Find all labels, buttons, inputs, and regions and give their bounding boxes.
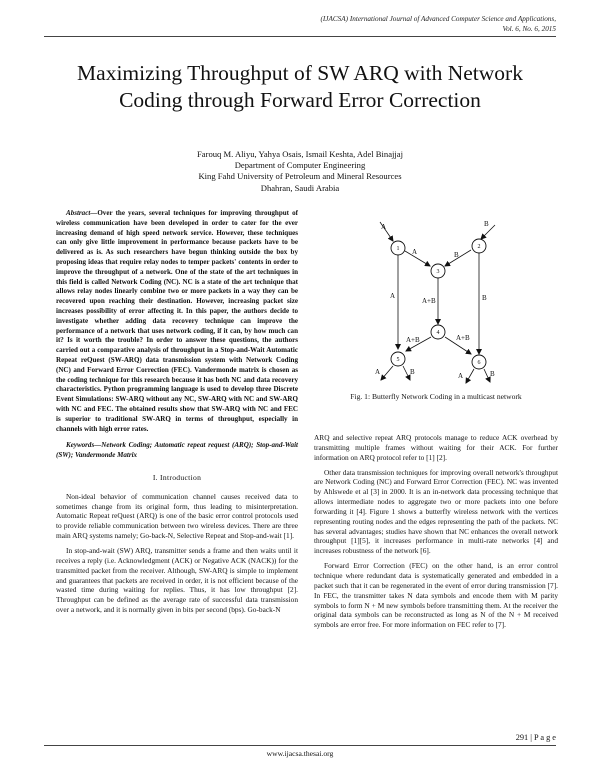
- journal-url: www.ijacsa.thesai.org: [266, 749, 334, 758]
- edge-label: A: [390, 292, 396, 300]
- edge-label: A: [458, 372, 464, 380]
- edge-5-out-a: [381, 366, 393, 380]
- header-rule: [44, 36, 556, 37]
- edge-label: A+B: [406, 336, 420, 344]
- figure-caption: Fig. 1: Butterfly Network Coding in a multicast network: [350, 392, 522, 401]
- edge-6-out-a: [466, 369, 474, 383]
- section-heading-introduction: I. Introduction: [152, 472, 202, 482]
- svg-text:4: 4: [436, 330, 440, 337]
- paper-title: [40, 60, 560, 114]
- edge-1-3: [405, 251, 430, 266]
- right-paragraph-1: ARQ and selective repeat ARQ protocols manage to reduce ACK overhead by transmitting multiple frames without waiting for their ACK. For further information on ARQ protocol refer to [1] [2].: [314, 433, 558, 462]
- left-column: [56, 209, 298, 620]
- title-line1: Maximizing Throughput of SW ARQ with Network: [77, 61, 523, 85]
- node-3: [431, 264, 445, 278]
- author-block: [40, 149, 560, 194]
- abstract-lead: Abstract: [66, 209, 91, 217]
- author-city: Dhahran, Saudi Arabia: [260, 182, 340, 193]
- journal-header-line2: Vol. 6, No. 6, 2015: [502, 25, 556, 33]
- edge-label: A: [412, 248, 418, 256]
- intro-paragraph-2: In stop-and-wait (SW) ARQ, transmitter sends a frame and then waits until it receives a reply (i.e. Acknowledgment (ACK) or Negative ACK (NACK)) for the transmitted packet from the receiver. Although, SW-ARQ is simple to implement and guarantees that packets are received in order, it is not efficient because of the wasted time during waiting for replies. Thus, it has low throughput [2]. Throughput can be defined as the average rate of successful data transmission over a network, and it is normally given in bits per second (bps). Go-back-N: [56, 545, 298, 615]
- svg-text:5: 5: [396, 357, 400, 364]
- abstract-text: —Over the years, several techniques for improving throughput of wireless communication have been developed in order to cater for the ever increasing demand of high speed network service. However, these techniques can only give little improvement in performance because packets have to be delivered as is. As such researchers have begun thinking outside the box by proposing ideas that require relay nodes to temper packets' contents in order to improve the throughput of a network. One of the state of the art techniques in this field is called Network Coding (NC). NC is a state of the art technique that allows relay nodes linearly combine two or more packets in a way they can be recovered upon reaching their destination. However, increasing packet size increases possibility of error affecting it. In this paper, the authors decide to investigate whether adding data recovery technique can improve the performance of a network that uses network coding, if it can, by how much can it? Is it worth the trouble? In order to answer these questions, the authors carried out a comparative analysis of throughput in a Stop-and-Wait Automatic Repeat reQuest (SW-ARQ) data transmission system with Network Coding (NC) and Forward Error Correction (FEC). Vandermonde matrix is chosen as the coding technique for this research because it has both NC and data recovery characteristics. Python programming language is used to develop three Discrete Event Simulations: SW-ARQ without any NC, SW-ARQ with NC and SW-ARQ with NC and FEC. The obtained results show that SW-ARQ with NC and FEC is superior to traditional SW-ARQ in terms of throughput, especially in channels with high error rates.: [56, 209, 298, 433]
- journal-header-line1: (IJACSA) International Journal of Advanced Computer Science and Applications,: [320, 15, 556, 23]
- edge-label: B: [410, 368, 415, 376]
- edge-label: B: [454, 251, 459, 259]
- figure-1: [314, 208, 558, 424]
- right-column: [314, 433, 558, 635]
- edge-5-out-b: [403, 366, 410, 380]
- edge-label: A+B: [422, 297, 436, 305]
- edge-label: B: [482, 294, 487, 302]
- right-paragraph-3: Forward Error Correction (FEC) on the other hand, is an error control technique where redundant data is systematically generated and embedded in a packet such that it can be regenerated in the event of error during transmission [7]. In FEC, the transmitter takes N data symbols and encode them with M parity symbols to form N + M new symbols before transmitting them. At the receiver the original data symbols can be reconstructed as long as N of the N + M received symbols are error free. For more information on FEC refer to [7].: [314, 561, 558, 630]
- svg-text:6: 6: [477, 360, 481, 367]
- abstract: [56, 209, 298, 434]
- intro-paragraph-1: Non-ideal behavior of communication channel causes received data to sometimes change from its original form, thus leading to misinterpretation. Automatic Repeat reQuest (ARQ) is one of the basic error control protocols used to provide reliable communication between two wireless devices. There are three main ARQ systems namely; Go-back-N, Selective Repeat and Stop-and-wait [1].: [56, 491, 298, 541]
- title-line2: Coding through Forward Error Correction: [119, 88, 481, 112]
- node-6: [472, 355, 486, 369]
- node-2: [472, 239, 486, 253]
- butterfly-network-diagram: [314, 208, 558, 388]
- journal-header: [321, 14, 556, 34]
- edge-label: A+B: [456, 334, 470, 342]
- node-1: [391, 241, 405, 255]
- author-department: Department of Computer Engineering: [234, 160, 366, 171]
- edge-label: A: [375, 368, 381, 376]
- footer-rule: [44, 745, 556, 746]
- edge-label: B: [490, 370, 495, 378]
- author-names: Farouq M. Aliyu, Yahya Osais, Ismail Keshta, Adel Binajjaj: [197, 149, 403, 159]
- page-number: 291 | P a g e: [515, 733, 556, 742]
- edge-label: A: [381, 223, 387, 231]
- keywords: Keywords—Network Coding; Automatic repeat request (ARQ); Stop-and-Wait (SW); Vandermonde Matrix: [56, 441, 298, 460]
- author-university: King Fahd University of Petroleum and Mineral Resources: [198, 171, 402, 182]
- right-paragraph-2: Other data transmission techniques for improving overall network's throughput are Network Coding (NC) and Forward Error Correction (FEC). NC was invented by Ahlswede et al [3] in 2000. It is an in-network data processing technique that allows intermediate nodes to aggregate two or more packets into one before forwarding it [4]. Figure 1 shows a butterfly wireless network with the vertices representing routing nodes and the edges representing the path of the packets. NC has several advantages; studies have shown that NC enhances the overall network throughput [1][5], it increases performance in multi-rate networks [4] and increases robustness of the network [6].: [314, 467, 558, 556]
- node-4: [431, 325, 445, 339]
- edge-label: B: [484, 220, 489, 228]
- node-5: [391, 352, 405, 366]
- svg-text:1: 1: [396, 246, 400, 253]
- svg-text:2: 2: [477, 244, 481, 251]
- svg-text:3: 3: [436, 269, 440, 276]
